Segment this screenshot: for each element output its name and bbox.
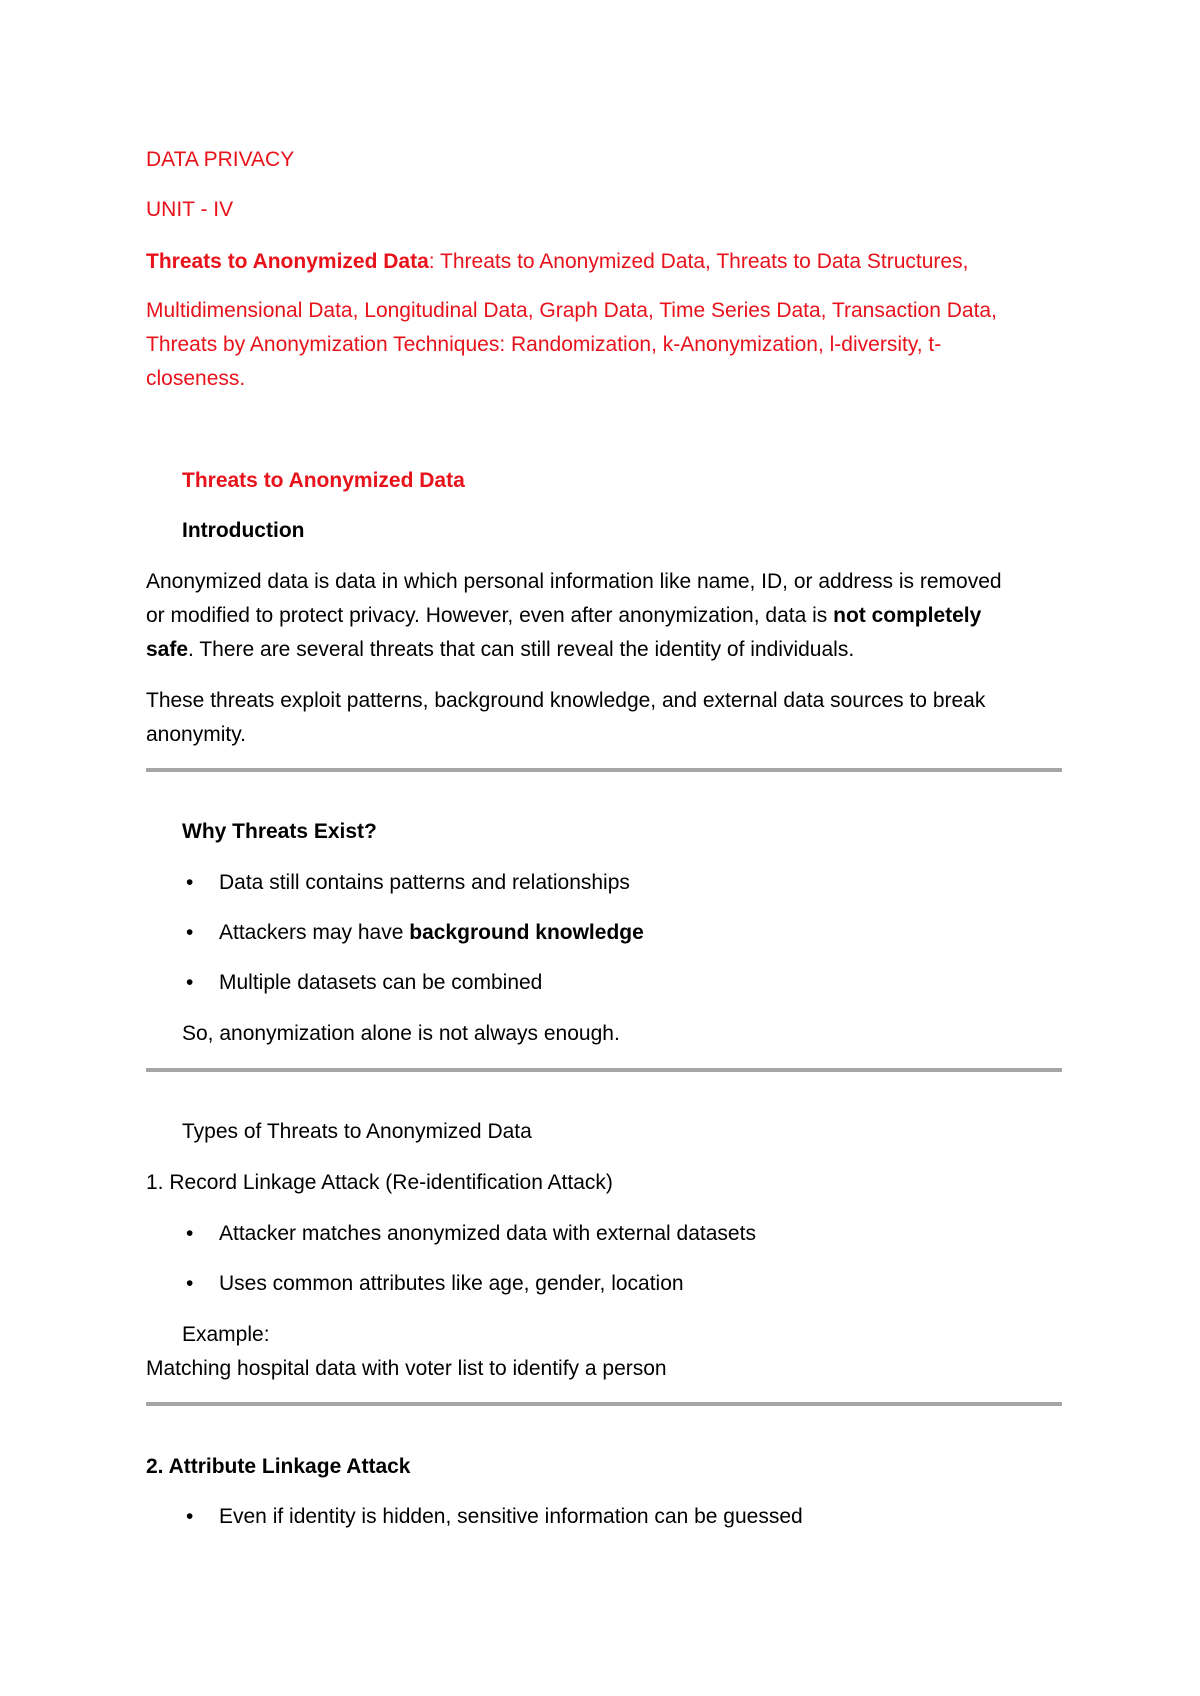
- list-item-text: Even if identity is hidden, sensitive information can be guessed: [219, 1505, 803, 1528]
- example-text: Matching hospital data with voter list to identify a person: [146, 1357, 667, 1380]
- intro-text-segment: or modified to protect privacy. However, even after anonymization, data is: [146, 604, 834, 627]
- emphasis-safe: safe: [146, 638, 189, 661]
- emphasis-not-completely: not completely: [833, 604, 982, 627]
- bullet-icon: •: [186, 921, 194, 944]
- syllabus-line-4: closeness.: [146, 367, 246, 390]
- introduction-heading: Introduction: [182, 519, 305, 542]
- list-item-text-segment: Attackers may have: [219, 921, 410, 944]
- list-item-text: [219, 916, 644, 950]
- emphasis-background-knowledge: background knowledge: [409, 921, 644, 944]
- list-item-text: Data still contains patterns and relationships: [219, 871, 630, 894]
- record-linkage-title: 1. Record Linkage Attack (Re-identification Attack): [146, 1171, 613, 1194]
- threats-paragraph-line-1: These threats exploit patterns, background knowledge, and external data sources to break: [146, 689, 986, 712]
- syllabus-line-2: Multidimensional Data, Longitudinal Data, Graph Data, Time Series Data, Transaction Data,: [146, 299, 997, 322]
- list-item-text: Attacker matches anonymized data with external datasets: [219, 1222, 756, 1245]
- horizontal-divider: [146, 1402, 1062, 1406]
- example-label: Example:: [182, 1323, 270, 1346]
- syllabus-line-3: Threats by Anonymization Techniques: Randomization, k-Anonymization, l-diversity, t-: [146, 333, 942, 356]
- intro-text-segment: . There are several threats that can still reveal the identity of individuals.: [188, 638, 855, 661]
- bullet-icon: •: [186, 971, 194, 994]
- bullet-icon: •: [186, 871, 194, 894]
- types-heading: Types of Threats to Anonymized Data: [182, 1120, 532, 1143]
- bullet-icon: •: [186, 1505, 194, 1528]
- bullet-icon: •: [186, 1272, 194, 1295]
- threats-paragraph-line-2: anonymity.: [146, 723, 246, 746]
- intro-paragraph-line-1: Anonymized data is data in which personal information like name, ID, or address is removed: [146, 570, 1002, 593]
- section-title: Threats to Anonymized Data: [182, 469, 465, 492]
- intro-paragraph-line-3: [146, 633, 854, 667]
- intro-paragraph-line-2: [146, 599, 981, 633]
- syllabus-heading: Threats to Anonymized Data: [146, 250, 429, 273]
- list-item-text: Uses common attributes like age, gender, location: [219, 1272, 684, 1295]
- bullet-icon: •: [186, 1222, 194, 1245]
- unit-label: UNIT - IV: [146, 198, 234, 221]
- syllabus-topics-1: : Threats to Anonymized Data, Threats to Data Structures,: [428, 250, 969, 273]
- syllabus-line-1: [146, 245, 968, 279]
- horizontal-divider: [146, 768, 1062, 772]
- why-threats-conclusion: So, anonymization alone is not always enough.: [182, 1022, 620, 1045]
- list-item-text: Multiple datasets can be combined: [219, 971, 543, 994]
- horizontal-divider: [146, 1068, 1062, 1072]
- why-threats-heading: Why Threats Exist?: [182, 820, 377, 843]
- course-title: DATA PRIVACY: [146, 148, 295, 171]
- attribute-linkage-title: 2. Attribute Linkage Attack: [146, 1455, 411, 1478]
